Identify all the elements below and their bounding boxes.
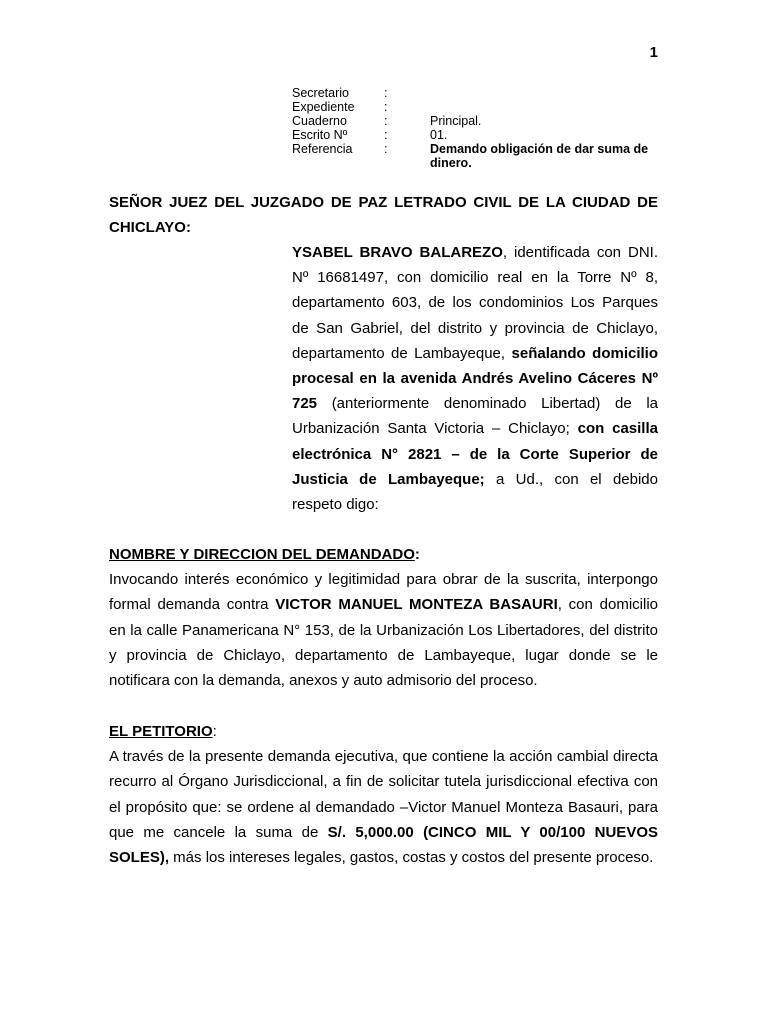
defendant-name: VICTOR MANUEL MONTEZA BASAURI — [275, 596, 558, 614]
meta-row-secretario — [292, 86, 662, 100]
heading-colon: : — [212, 723, 217, 740]
meta-value: Principal. — [430, 114, 482, 128]
intro-text: a Ud., con el debido respeto digo: — [292, 470, 658, 514]
meta-row-referencia — [292, 142, 662, 170]
plaintiff-intro-paragraph — [292, 240, 658, 517]
meta-row-cuaderno — [292, 114, 662, 128]
case-header — [292, 86, 662, 170]
intro-text: , identificada con DNI. Nº 16681497, con domicilio real en la Torre Nº 8, departamento 603, de los condominios Los Parques de San Gabriel, del distrito y provincia de Chiclayo, departamento de Lambayeque, — [292, 244, 658, 362]
meta-colon: : — [384, 86, 388, 100]
body-text: Invocando interés económico y legitimidad para obrar de la suscrita, interpongo formal demanda contra — [109, 571, 658, 614]
plaintiff-name: YSABEL BRAVO BALAREZO — [292, 244, 503, 261]
meta-value — [430, 86, 662, 100]
meta-label: Expediente — [292, 100, 355, 114]
meta-colon: : — [384, 114, 388, 128]
meta-label: Referencia — [292, 142, 353, 156]
body-text: , con domicilio en la calle Panamericana N° 153, de la Urbanización Los Libertadores, del distrito y provincia de Chiclayo, departamento de Lambayeque, lugar donde se le notificara con la demanda, anexos y auto admisorio del proceso. — [109, 596, 658, 690]
body-text: A través de la presente demanda ejecutiva, que contiene la acción cambial directa recurro al Órgano Jurisdiccional, a fin de solicitar tutela jurisdiccional efectiva con el propósito que: se ordene al demandado –Victor Manuel Monteza Basauri, para que me cancele la suma de — [109, 748, 658, 841]
addressee-heading: SEÑOR JUEZ DEL JUZGADO DE PAZ LETRADO CIVIL DE LA CIUDAD DE CHICLAYO: — [109, 194, 658, 236]
page-number: 1 — [649, 44, 658, 61]
section-heading-line — [109, 719, 658, 744]
section-petitorio — [109, 719, 658, 870]
meta-value: 01. — [430, 128, 448, 142]
procedural-domicile: señalando domicilio procesal en la avenida Andrés Avelino Cáceres Nº 725 — [292, 344, 658, 413]
meta-label: Cuaderno — [292, 114, 347, 128]
meta-colon: : — [384, 100, 388, 114]
section-body — [109, 744, 658, 870]
meta-colon: : — [384, 142, 388, 156]
meta-value: Demando obligación de dar suma de dinero. — [430, 142, 649, 170]
meta-label: Escrito Nº — [292, 128, 348, 142]
section-heading: EL PETITORIO — [109, 723, 213, 740]
meta-value — [430, 100, 662, 114]
section-demandado — [109, 542, 658, 693]
heading-colon: : — [414, 546, 420, 563]
body-text: más los intereses legales, gastos, costas y costos del presente proceso. — [169, 849, 654, 867]
meta-colon: : — [384, 128, 388, 142]
section-body — [109, 567, 658, 693]
claimed-amount: S/. 5,000.00 (CINCO MIL Y 00/100 NUEVOS SOLES), — [109, 823, 658, 867]
section-heading: NOMBRE Y DIRECCION DEL DEMANDADO — [109, 546, 415, 563]
intro-text: (anteriormente denominado Libertad) de la Urbanización Santa Victoria – Chiclayo; — [292, 395, 658, 438]
section-heading-line — [109, 542, 658, 567]
meta-label: Secretario — [292, 86, 349, 100]
meta-row-expediente — [292, 100, 662, 114]
meta-row-escrito — [292, 128, 662, 142]
electronic-mailbox: con casilla electrónica N° 2821 – de la Corte Superior de Justicia de Lambayeque; — [292, 420, 658, 488]
